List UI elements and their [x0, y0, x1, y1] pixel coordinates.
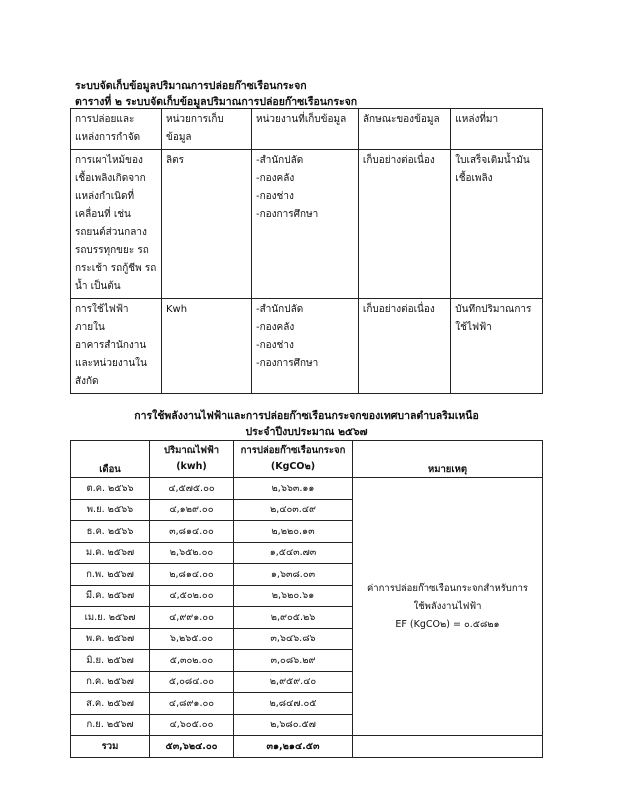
section-heading: ระบบจัดเก็บข้อมูลปริมาณการปล่อยก๊าซเรือนกระจก — [75, 80, 307, 92]
source-line: กระเช้า รถกู้ชีพ รถ — [75, 263, 157, 274]
source-line: อาคารสำนักงาน — [75, 340, 147, 351]
header-source: การปล่อยและแหล่งการกำจัด — [71, 109, 162, 150]
table-row — [71, 150, 543, 299]
source-line: เชื้อเพลิงเกิดจาก — [75, 173, 146, 184]
source-line: น้ำ เป็นต้น — [75, 281, 121, 292]
source-line: รถบรรทุกขยะ รถ — [75, 245, 149, 256]
origin-cell — [451, 299, 543, 394]
month-cell: ก.พ. ๒๕๖๗ — [71, 564, 150, 586]
agency-line: -กองช่าง — [256, 340, 294, 351]
kwh-cell: ๒,๘๑๔.๐๐ — [150, 564, 234, 586]
header-nature: ลักษณะของข้อมูล — [358, 109, 450, 150]
co2-cell: ๑,๕๔๓.๗๓ — [234, 542, 353, 564]
kwh-cell: ๔,๙๙๑.๐๐ — [150, 607, 234, 629]
kwh-cell: ๕,๐๘๔.๐๐ — [150, 671, 234, 693]
month-cell: ส.ค. ๒๕๖๗ — [71, 693, 150, 715]
source-line: รถยนต์ส่วนกลาง — [75, 227, 147, 238]
co2-cell: ๒,๔๐๓.๔๙ — [234, 499, 353, 521]
co2-cell: ๒,๘๔๗.๐๕ — [234, 693, 353, 715]
ghg-data-system-table — [70, 108, 543, 394]
source-line: และหน่วยงานใน — [75, 358, 147, 369]
source-line: สังกัด — [75, 376, 99, 387]
kwh-cell: ๖,๒๖๕.๐๐ — [150, 628, 234, 650]
co2-cell: ๓,๐๘๖.๒๙ — [234, 650, 353, 672]
header-power-line2: (kwh) — [176, 461, 207, 472]
table1-header-row — [71, 109, 543, 150]
co2-cell: ๒,๖๖๓.๑๑ — [234, 478, 353, 500]
kwh-cell: ๔,๘๙๑.๐๐ — [150, 693, 234, 715]
month-cell: ต.ค. ๒๕๖๖ — [71, 478, 150, 500]
nature-cell: เก็บอย่างต่อเนื่อง — [358, 299, 450, 394]
table-row — [71, 299, 543, 394]
header-ghg — [234, 441, 353, 478]
table2-title-line2: ประจำปีงบประมาณ ๒๕๖๗ — [245, 426, 368, 438]
table1-caption: ตารางที่ ๒ ระบบจัดเก็บข้อมูลปริมาณการปล่อยก๊าซเรือนกระจก — [75, 96, 358, 108]
kwh-cell: ๔,๕๗๕.๐๐ — [150, 478, 234, 500]
month-cell: มี.ค. ๒๕๖๗ — [71, 585, 150, 607]
co2-cell: ๓,๖๔๖.๘๖ — [234, 628, 353, 650]
kwh-cell: ๔,๑๒๙.๐๐ — [150, 499, 234, 521]
origin-cell — [451, 150, 543, 299]
co2-cell: ๑,๖๓๘.๐๓ — [234, 564, 353, 586]
kwh-cell: ๓,๘๑๔.๐๐ — [150, 521, 234, 543]
agency-line: -กองการศึกษา — [256, 209, 319, 220]
header-power — [150, 441, 234, 478]
header-unit: หน่วยการเก็บข้อมูล — [162, 109, 252, 150]
total-note-empty — [353, 736, 543, 758]
header-month: เดือน — [71, 441, 150, 478]
kwh-cell: ๔,๖๐๕.๐๐ — [150, 714, 234, 736]
source-line: การใช้ไฟฟ้าภายใน — [75, 304, 129, 333]
source-line: แหล่งกำเนิดที่ — [75, 191, 135, 202]
month-cell: พ.ย. ๒๕๖๖ — [71, 499, 150, 521]
month-cell: ธ.ค. ๒๕๖๖ — [71, 521, 150, 543]
co2-cell: ๒,๒๒๐.๑๓ — [234, 521, 353, 543]
origin-line: ใบเสร็จเติมน้ำมัน — [455, 155, 530, 166]
kwh-cell: ๕,๓๐๒.๐๐ — [150, 650, 234, 672]
header-ghg-line2: (KgCO๒) — [270, 461, 316, 472]
nature-cell: เก็บอย่างต่อเนื่อง — [358, 150, 450, 299]
agency-cell — [252, 150, 359, 299]
agency-line: -สำนักปลัด — [256, 304, 304, 315]
agency-line: -กองคลัง — [256, 322, 295, 333]
header-ghg-line1: การปล่อยก๊าซเรือนกระจก — [240, 445, 346, 456]
total-kwh: ๕๓,๖๒๔.๐๐ — [150, 736, 234, 758]
header-agency: หน่วยงานที่เก็บข้อมูล — [252, 109, 359, 150]
total-co2: ๓๑,๒๑๔.๕๓ — [234, 736, 353, 758]
table2-title-line1: การใช้พลังงานไฟฟ้าและการปล่อยก๊าซเรือนกระจกของเทศบาลตำบลริมเหนือ — [134, 410, 479, 422]
kwh-cell: ๒,๖๕๒.๐๐ — [150, 542, 234, 564]
origin-line: เชื้อเพลิง — [455, 173, 493, 184]
month-cell: พ.ค. ๒๕๖๗ — [71, 628, 150, 650]
agency-line: -กองการศึกษา — [256, 358, 319, 369]
agency-line: -สำนักปลัด — [256, 155, 304, 166]
header-origin: แหล่งที่มา — [451, 109, 543, 150]
co2-cell: ๒,๖๒๐.๖๑ — [234, 585, 353, 607]
agency-cell — [252, 299, 359, 394]
month-cell: เม.ย. ๒๕๖๗ — [71, 607, 150, 629]
source-line: การเผาไหม้ของ — [75, 155, 143, 166]
total-row — [71, 736, 543, 758]
table2-header-row — [71, 441, 543, 478]
agency-line: -กองช่าง — [256, 191, 294, 202]
source-cell — [71, 150, 162, 299]
co2-cell: ๒,๖๘๐.๕๗ — [234, 714, 353, 736]
month-cell: ก.ค. ๒๕๖๗ — [71, 671, 150, 693]
month-cell: ก.ย. ๒๕๖๗ — [71, 714, 150, 736]
electricity-ghg-table — [70, 440, 543, 758]
agency-line: -กองคลัง — [256, 173, 295, 184]
month-cell: มิ.ย. ๒๕๖๗ — [71, 650, 150, 672]
source-line: เคลื่อนที่ เช่น — [75, 209, 131, 220]
origin-line: บันทึกปริมาณการ — [455, 304, 532, 315]
unit-cell: ลิตร — [162, 150, 252, 299]
origin-line: ใช้ไฟฟ้า — [455, 322, 492, 333]
unit-cell: Kwh — [162, 299, 252, 394]
ef-note-cell — [353, 478, 543, 736]
co2-cell: ๒,๙๐๕.๒๖ — [234, 607, 353, 629]
note-line: ค่าการปล่อยก๊าซเรือนกระจกสำหรับการ — [366, 582, 529, 594]
kwh-cell: ๔,๕๐๒.๐๐ — [150, 585, 234, 607]
note-line: EF (KgCO๒) = ๐.๕๘๒๑ — [395, 618, 500, 630]
month-cell: ม.ค. ๒๕๖๗ — [71, 542, 150, 564]
header-note: หมายเหตุ — [353, 441, 543, 478]
header-power-line1: ปริมาณไฟฟ้า — [163, 445, 220, 456]
note-line: ใช้พลังงานไฟฟ้า — [413, 600, 482, 612]
co2-cell: ๒,๙๕๙.๔๐ — [234, 671, 353, 693]
source-cell — [71, 299, 162, 394]
total-label: รวม — [71, 736, 150, 758]
table-row — [71, 478, 543, 500]
